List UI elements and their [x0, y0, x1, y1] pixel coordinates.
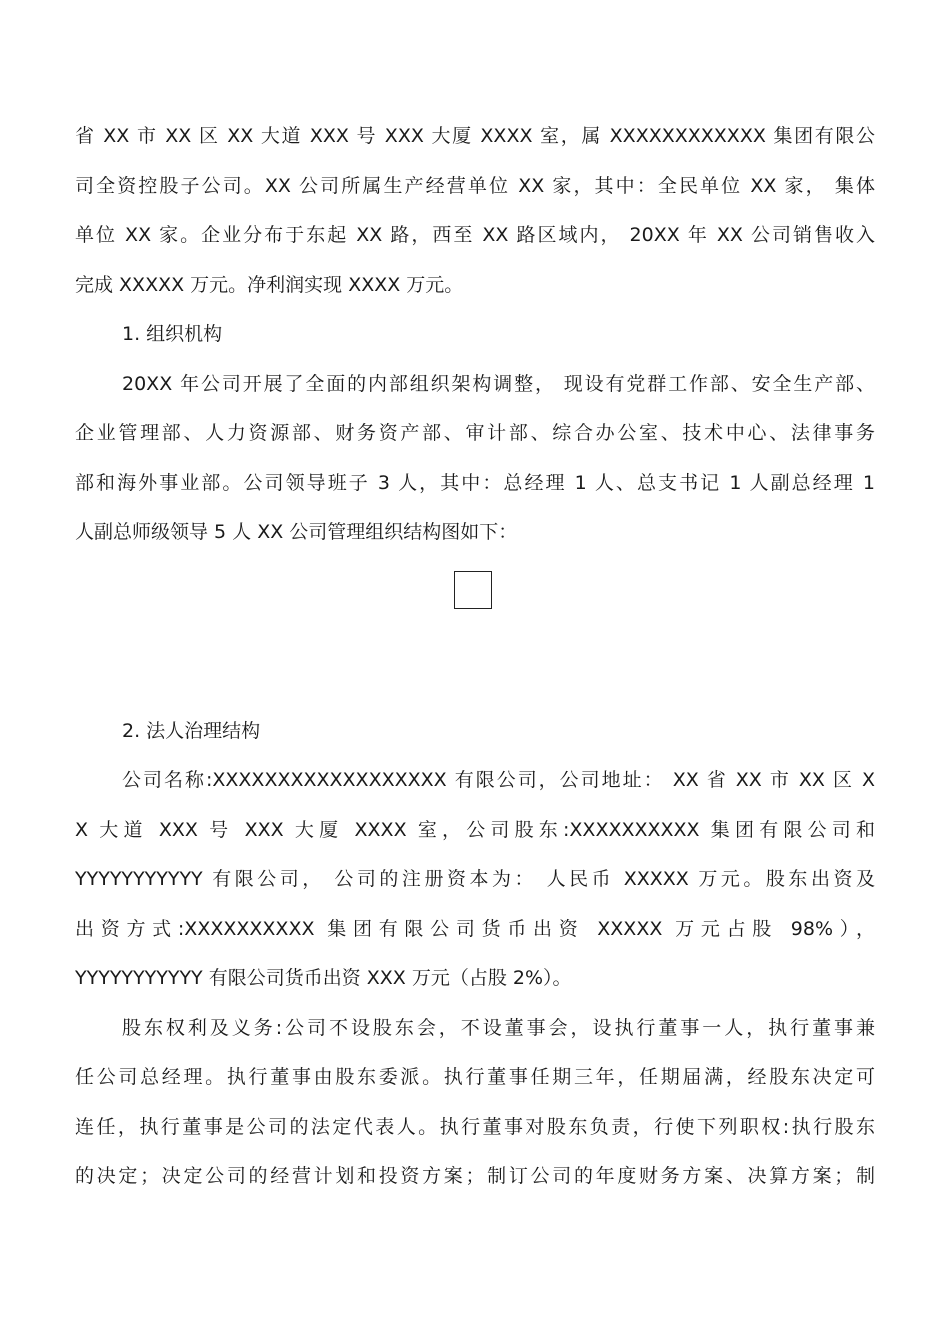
- organization-line-2: 企业管理部、人力资源部、财务资产部、审计部、综合办公室、技术中心、法律事务: [75, 422, 875, 444]
- document-page: [75, 112, 875, 1202]
- organization-line-4: 人副总师级领导 5 人 XX 公司管理组织结构图如下：: [75, 521, 518, 543]
- governance-para2-line-3: 连任，执行董事是公司的法定代表人。执行董事对股东负责，行使下列职权:执行股东: [75, 1115, 875, 1138]
- governance-para1-line-1: 公司名称:XXXXXXXXXXXXXXXXXX 有限公司，公司地址： XX 省 XX 市 XX 区 X: [122, 769, 875, 791]
- intro-line-3: 单位 XX 家。企业分布于东起 XX 路，西至 XX 路区域内， 20XX 年 XX 公司销售收入: [75, 224, 875, 246]
- org-chart-figure-area: [75, 558, 875, 707]
- organization-line-1: 20XX 年公司开展了全面的内部组织架构调整， 现设有党群工作部、安全生产部、: [122, 372, 875, 395]
- section-heading-governance: 2. 法人治理结构: [122, 719, 261, 742]
- intro-line-4: 完成 XXXXX 万元。净利润实现 XXXX 万元。: [75, 273, 464, 296]
- intro-line-2: 司全资控股子公司。XX 公司所属生产经营单位 XX 家，其中：全民单位 XX 家， 集体: [75, 174, 875, 197]
- section-heading-organization: 1. 组织机构: [122, 323, 223, 345]
- governance-para1-line-3: YYYYYYYYYYY 有限公司， 公司的注册资本为： 人民币 XXXXX 万元。股东出资及: [75, 868, 875, 890]
- image-placeholder-icon: [454, 571, 492, 609]
- governance-para2-line-4: 的决定；决定公司的经营计划和投资方案；制订公司的年度财务方案、决算方案；制: [75, 1165, 875, 1187]
- governance-para1-line-4: 出资方式:XXXXXXXXXX 集团有限公司货币出资 XXXXX 万元占股 98%），: [75, 917, 875, 940]
- governance-para2-line-1: 股东权利及义务:公司不设股东会，不设董事会，设执行董事一人，执行董事兼: [122, 1016, 875, 1039]
- governance-para1-line-2: X 大道 XXX 号 XXX 大厦 XXXX 室，公司股东:XXXXXXXXXX 集团有限公司和: [75, 818, 875, 841]
- governance-para1-line-5: YYYYYYYYYYY 有限公司货币出资 XXX 万元（占股 2%）。: [75, 967, 572, 989]
- organization-line-3: 部和海外事业部。公司领导班子 3 人，其中：总经理 1 人、总支书记 1 人副总经理 1: [75, 471, 875, 494]
- intro-line-1: 省 XX 市 XX 区 XX 大道 XXX 号 XXX 大厦 XXXX 室，属 XXXXXXXXXXXX 集团有限公: [75, 125, 875, 147]
- governance-para2-line-2: 任公司总经理。执行董事由股东委派。执行董事任期三年，任期届满，经股东决定可: [75, 1066, 875, 1088]
